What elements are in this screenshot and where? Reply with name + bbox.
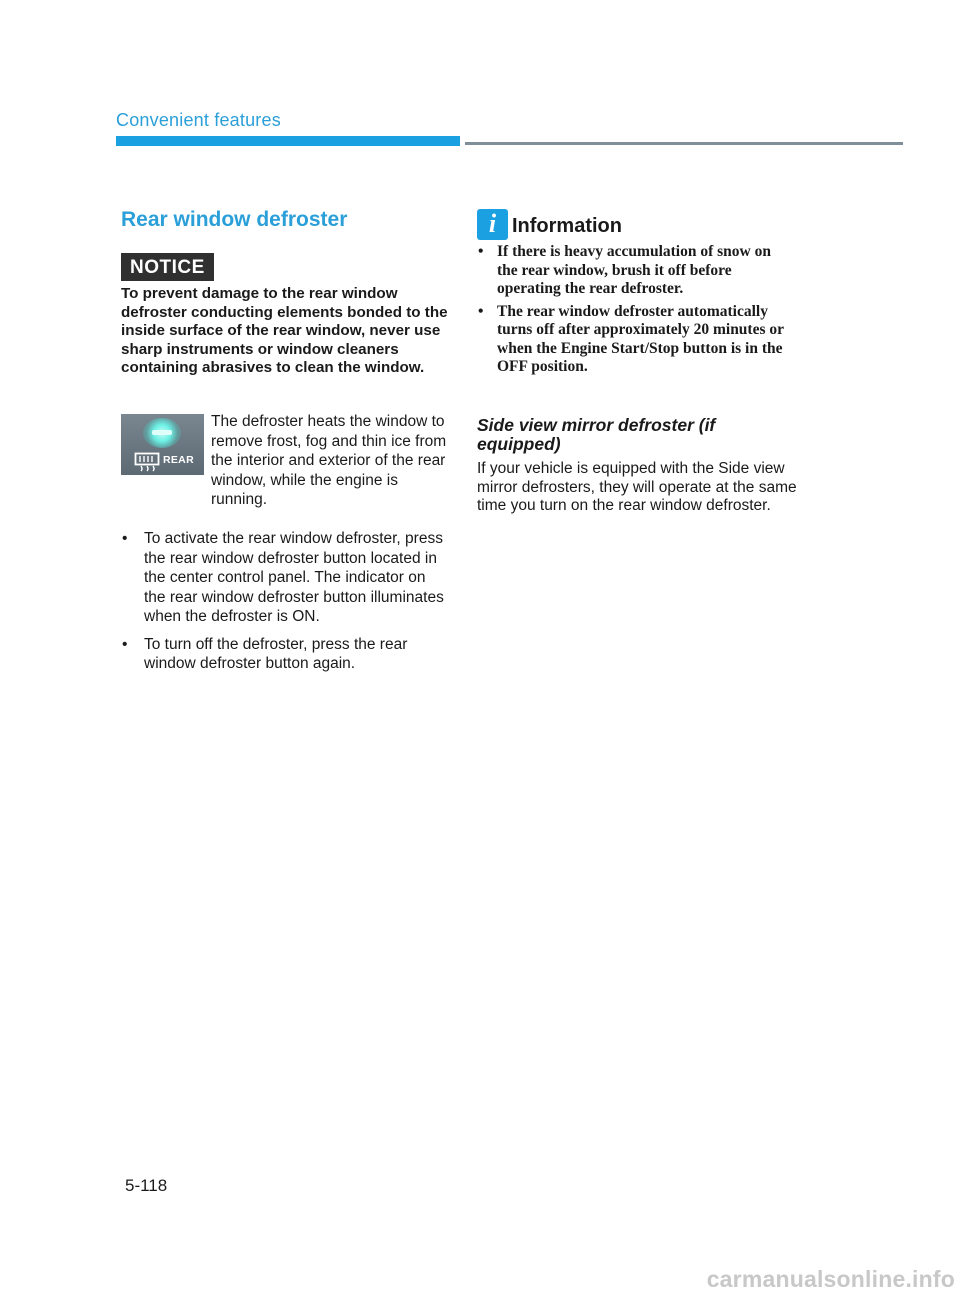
list-item [121,529,451,627]
list-item-text: The rear window defroster automatically turns off after approximately 20 minutes or when the Engine Start/Stop button is in the OFF position. [497,302,784,375]
list-item-text: If there is heavy accumulation of snow on the rear window, brush it off before operating the rear defroster. [497,243,771,297]
rear-button-label: REAR [163,454,194,466]
bullet-icon: • [122,530,128,547]
header-rule [465,142,903,145]
list-item-text: To activate the rear window defroster, press the rear window defroster button located in the center control panel. The indicator on the rear window defroster button illuminates when the defroster is ON. [144,530,444,625]
chapter-title: Convenient features [116,110,281,130]
bullet-icon: • [478,302,484,320]
rear-defroster-button-image [121,414,204,475]
rear-defrost-icon [134,452,160,472]
list-item [477,303,792,377]
subsection-body: If your vehicle is equipped with the Side view mirror defrosters, they will operate at the same time you turn on the rear window defroster. [477,460,797,514]
subsection-title: Side view mirror defroster (if equipped) [477,415,716,454]
indicator-light [152,430,172,435]
info-title: Information [512,215,622,237]
page-number: 5-118 [125,1176,168,1195]
list-item [121,635,451,674]
information-icon: i [477,209,508,240]
bullet-icon: • [478,243,484,260]
notice-text: To prevent damage to the rear window defroster conducting elements bonded to the inside surface of the rear window, never use sharp instruments or window cleaners containing abrasives to clean the window. [121,285,448,376]
header-accent-bar [116,136,460,146]
defroster-instructions [121,529,451,682]
list-item-text: To turn off the defroster, press the rear window defroster button again. [144,635,408,672]
info-list [477,243,792,381]
bullet-icon: • [122,635,128,653]
notice-label: NOTICE [121,253,214,281]
watermark: carmanualsonline.info [706,1266,955,1292]
list-item [477,243,792,299]
defroster-intro: The defroster heats the window to remove frost, fog and thin ice from the interior and exterior of the rear window, while the engine is running. [211,413,447,508]
section-title: Rear window defroster [121,208,348,231]
